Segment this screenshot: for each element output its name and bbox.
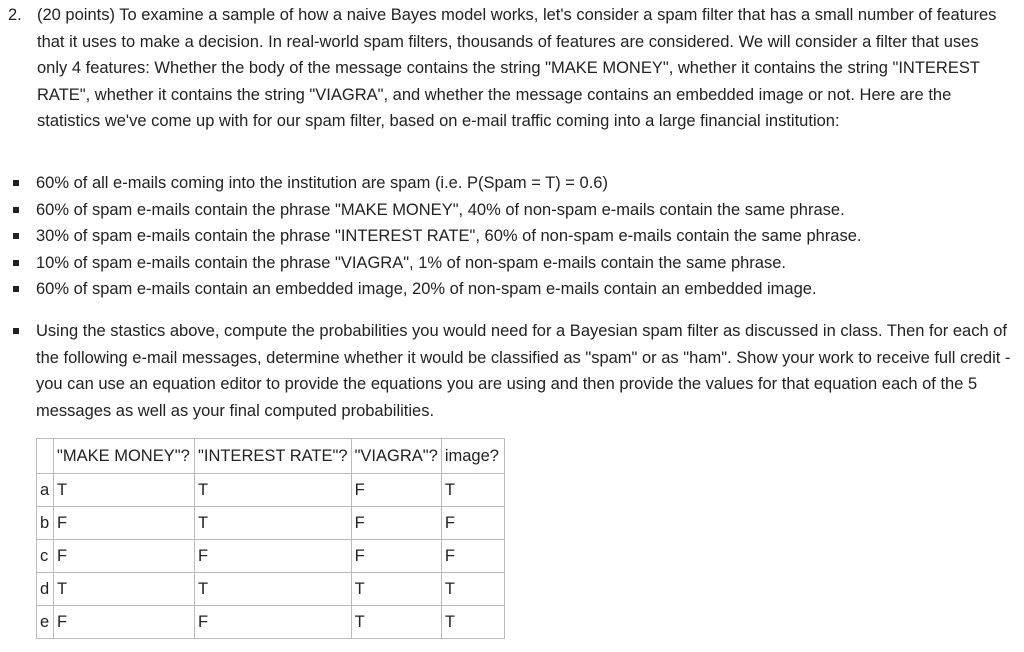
table-cell: F [54,540,195,573]
table-cell: F [351,540,441,573]
table-cell: T [54,474,195,507]
table-cell: T [351,573,441,606]
statistic-text: 60% of spam e-mails contain an embedded image, 20% of non-spam e-mails contain an embedded image. [36,280,817,298]
bullet-icon [13,207,19,213]
statistic-text: 60% of spam e-mails contain the phrase "MAKE MONEY", 40% of non-spam e-mails contain the same phrase. [36,200,845,219]
message-feature-table [36,438,505,639]
table-cell: T [195,573,352,606]
row-label: a [37,474,54,507]
question-block [8,2,1013,135]
table-cell: F [54,507,195,540]
question-number: 2. [8,6,22,24]
table-header-cell: "INTEREST RATE"? [195,439,352,474]
table-cell: F [195,606,352,639]
table-cell: F [195,540,352,573]
bullet-icon [13,180,19,186]
table-cell: T [195,507,352,540]
table-header-cell: "MAKE MONEY"? [54,439,195,474]
table-row [37,606,505,639]
table-cell: T [441,474,504,507]
statistic-text: 60% of all e-mails coming into the institution are spam (i.e. P(Spam = T) = 0.6) [36,174,608,192]
list-item [12,276,1012,303]
table-row [37,474,505,507]
list-item [12,170,1012,197]
table-header-cell [37,439,54,474]
task-block [12,318,1012,424]
table-cell: T [54,573,195,606]
table-header-cell: image? [441,439,504,474]
table-cell: T [351,606,441,639]
row-label: d [37,573,54,606]
table-row [37,573,505,606]
table-cell: T [441,606,504,639]
question-text: (20 points) To examine a sample of how a naive Bayes model works, let's consider a spam filter that has a small number of features that it uses to make a decision. In real-world spam filters, thousands of features are considered. We will consider a filter that uses only 4 features: Whether the body of the message contains the string "MAKE MONEY", whether it contains the string "INTEREST RATE", whether it contains the string "VIAGRA", and whether the message contains an embedded image or not. Here are the statistics we've come up with for our spam filter, based on e-mail traffic coming into a large financial institution: [37,6,997,130]
row-label: b [37,507,54,540]
task-text: Using the stastics above, compute the probabilities you would need for a Bayesian spam filter as discussed in class. Then for each of the following e-mail messages, determine whether it would be classified as "spam" or as "ham". Show your work to receive full credit - you can use an equation editor to provide the equations you are using and then provide the values for that equation each of the 5 messages as well as your final computed probabilities. [36,322,1011,420]
statistics-list [12,170,1012,303]
bullet-icon [13,328,19,334]
table-cell: F [441,507,504,540]
table-row [37,540,505,573]
table-cell: F [54,606,195,639]
table-cell: T [195,474,352,507]
statistic-text: 30% of spam e-mails contain the phrase "INTEREST RATE", 60% of non-spam e-mails contain the same phrase. [36,227,862,245]
list-item [12,223,1012,250]
table-header-row [37,439,505,474]
bullet-icon [13,260,19,266]
bullet-icon [13,233,19,239]
table-cell: T [441,573,504,606]
row-label: c [37,540,54,573]
row-label: e [37,606,54,639]
table-cell: F [441,540,504,573]
bullet-icon [13,286,19,292]
list-item [12,197,1012,224]
table-cell: F [351,474,441,507]
table-row [37,507,505,540]
table-header-cell: "VIAGRA"? [351,439,441,474]
table-cell: F [351,507,441,540]
list-item [12,250,1012,277]
statistic-text: 10% of spam e-mails contain the phrase "VIAGRA", 1% of non-spam e-mails contain the same phrase. [36,253,786,272]
